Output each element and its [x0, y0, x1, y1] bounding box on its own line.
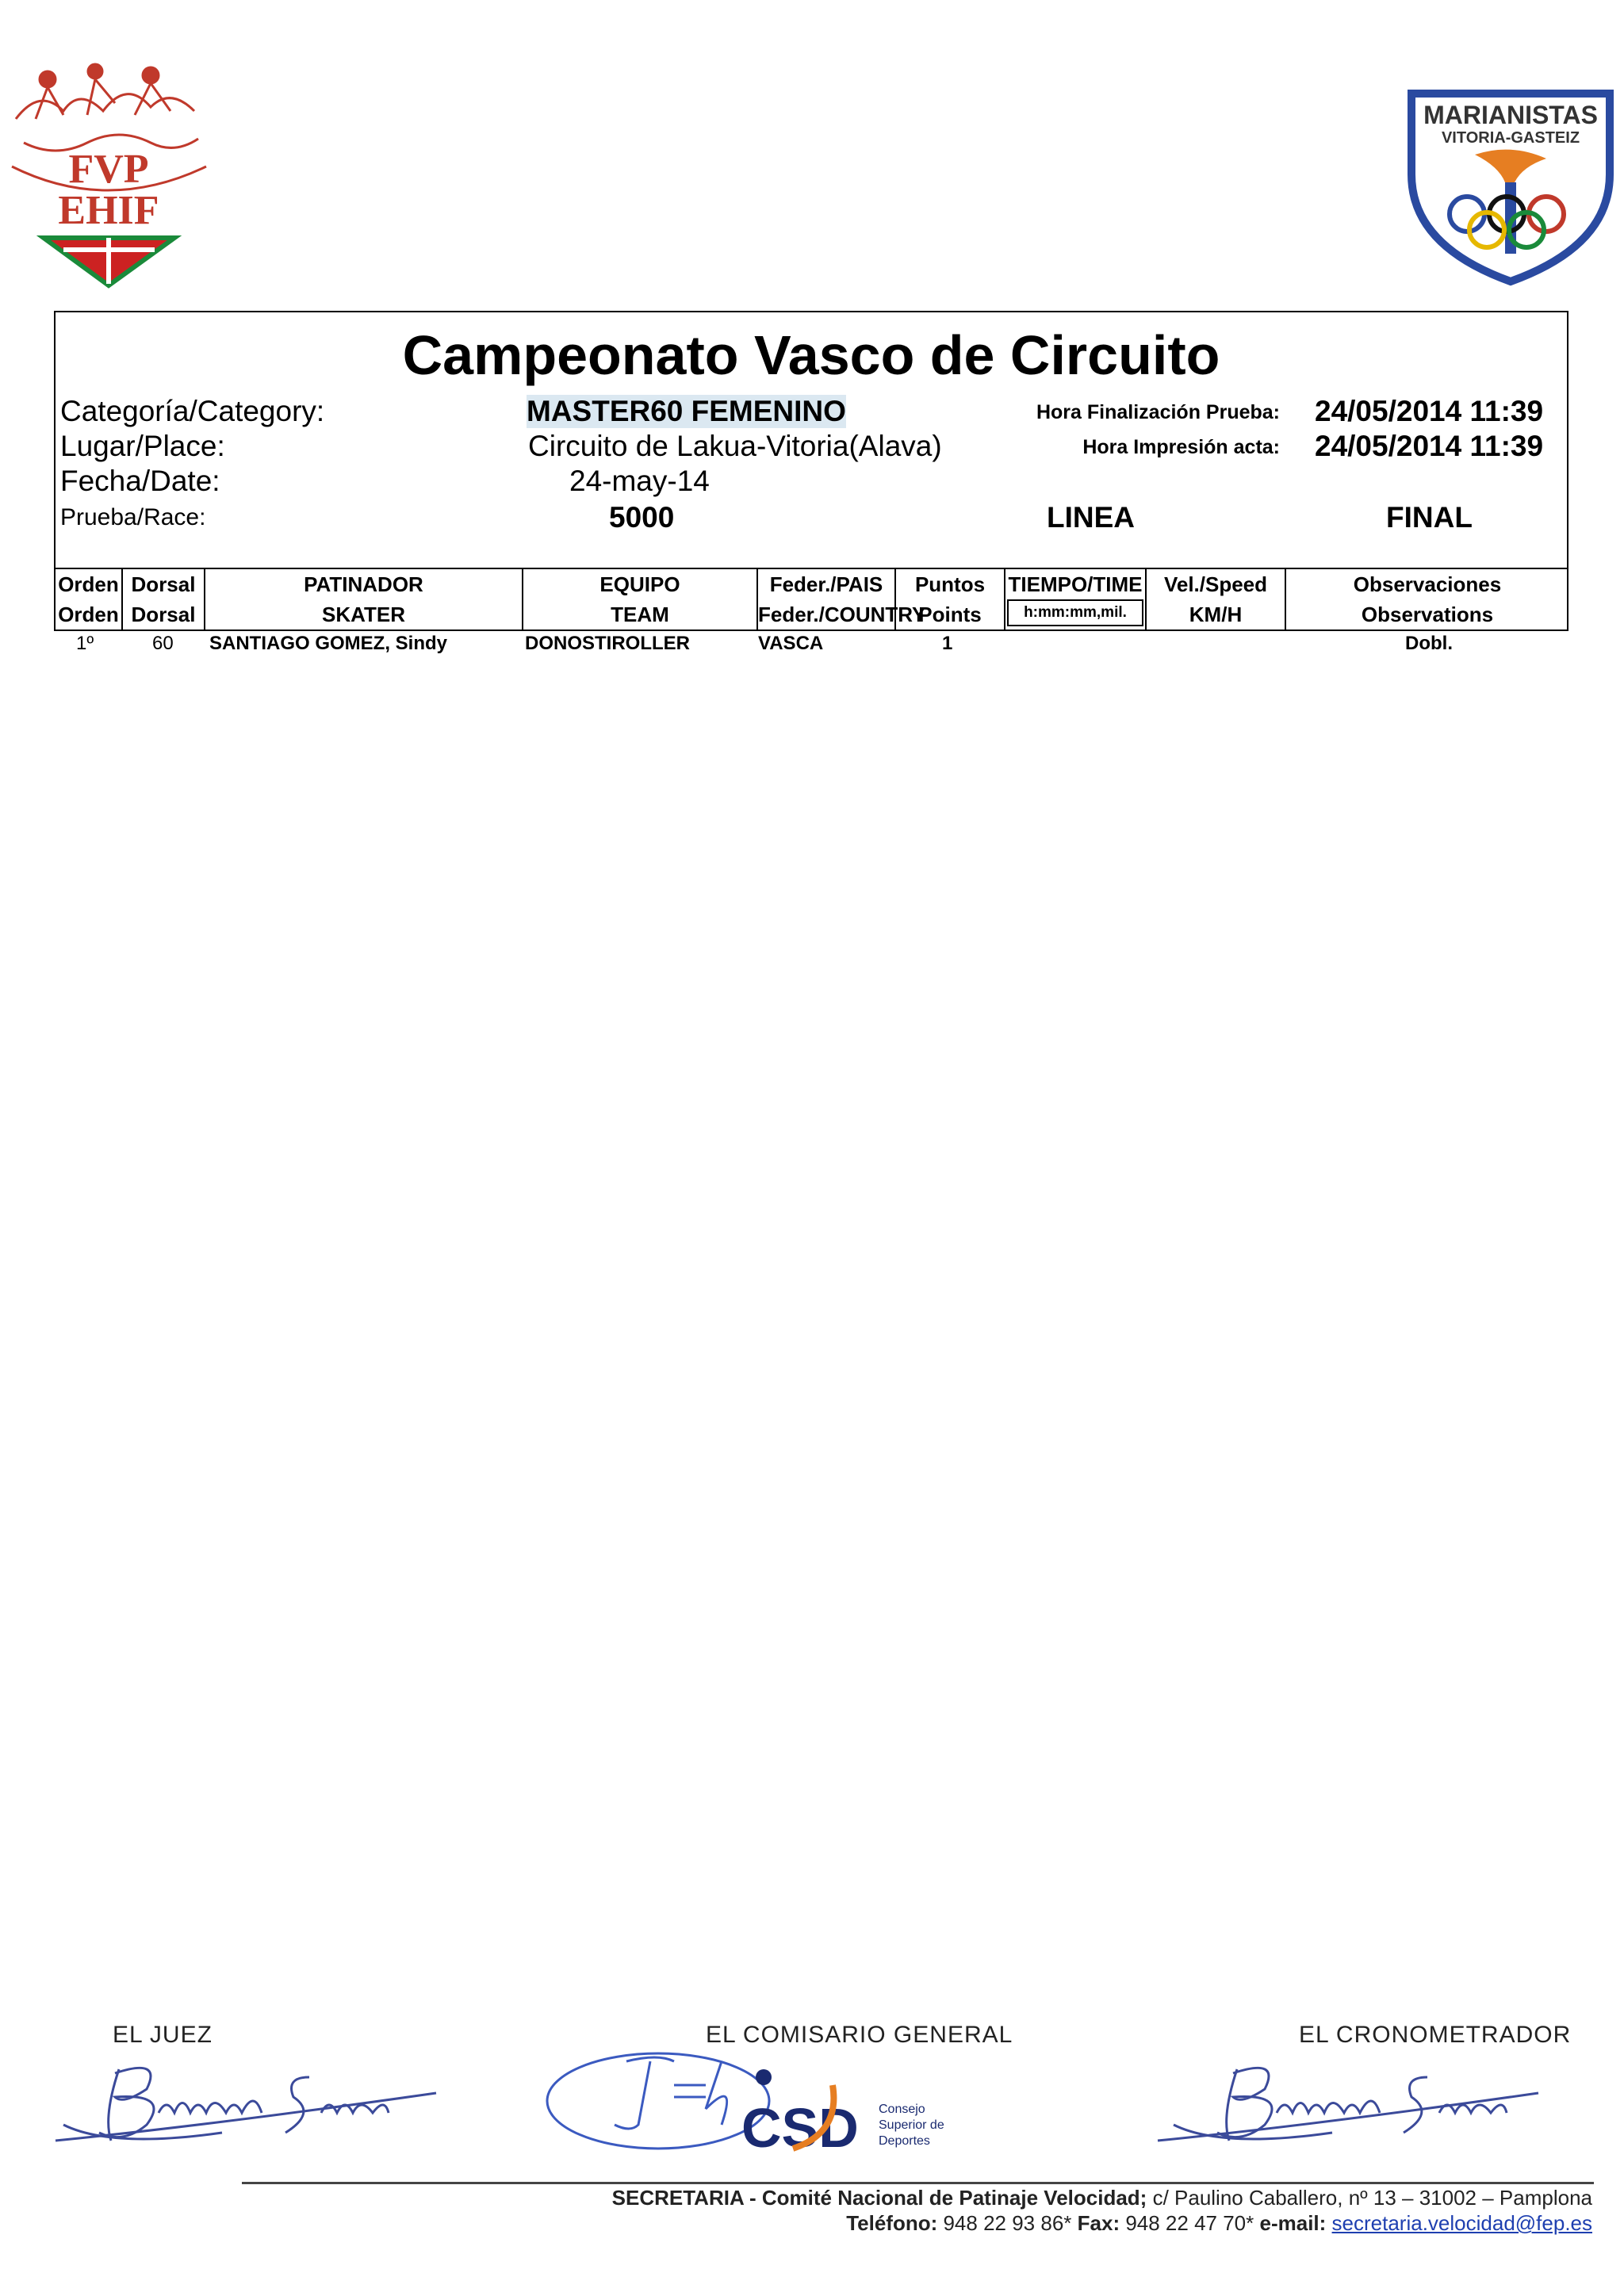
results-table-header — [54, 569, 1568, 631]
table-row — [0, 633, 1624, 656]
col-skater: PATINADOR SKATER — [205, 569, 523, 629]
print-time-label: Hora Impresión acta: — [1082, 436, 1280, 458]
svg-text:Deportes: Deportes — [879, 2134, 930, 2148]
svg-text:MARIANISTAS: MARIANISTAS — [1423, 101, 1598, 129]
col-speed: Vel./Speed KM/H — [1147, 569, 1286, 629]
finish-time-label: Hora Finalización Prueba: — [1036, 401, 1280, 423]
row-skater: SANTIAGO GOMEZ, Sindy — [209, 633, 448, 654]
col-federation: Feder./PAIS Feder./COUNTRY — [758, 569, 896, 629]
row-order: 1º — [76, 633, 94, 654]
race-value: 5000 — [609, 501, 675, 534]
race-round: FINAL — [1386, 501, 1473, 534]
place-value: Circuito de Lakua-Vitoria(Alava) — [528, 430, 942, 462]
col-order: Orden Orden — [56, 569, 123, 629]
commissioner-label: EL COMISARIO GENERAL — [706, 2022, 1013, 2048]
header-box — [54, 311, 1568, 569]
category-value: MASTER60 FEMENINO — [527, 395, 846, 427]
row-team: DONOSTIROLLER — [525, 633, 690, 654]
svg-text:EHIF: EHIF — [58, 188, 159, 233]
row-federation: VASCA — [758, 633, 824, 654]
marianistas-logo — [1404, 87, 1618, 285]
svg-text:Superior de: Superior de — [879, 2118, 944, 2132]
race-type: LINEA — [1047, 501, 1135, 534]
svg-text:VITORIA-GASTEIZ: VITORIA-GASTEIZ — [1441, 129, 1580, 147]
footer-contact: Teléfono: 948 22 93 86* Fax: 948 22 47 70* e-mail: secretaria.velocidad@fep.es — [846, 2211, 1592, 2235]
race-label: Prueba/Race: — [60, 504, 206, 530]
footer-divider — [242, 2182, 1594, 2184]
timekeeper-signature — [1150, 2045, 1562, 2160]
print-time-value: 24/05/2014 11:39 — [1315, 430, 1544, 462]
date-label: Fecha/Date: — [60, 465, 220, 497]
place-label: Lugar/Place: — [60, 430, 225, 462]
row-observations: Dobl. — [1405, 633, 1453, 654]
col-bib: Dorsal Dorsal — [123, 569, 205, 629]
row-bib: 60 — [152, 633, 174, 654]
page-title: Campeonato Vasco de Circuito — [402, 324, 1220, 386]
col-observations: Observaciones Observations — [1353, 572, 1502, 626]
commissioner-signature — [539, 2030, 983, 2176]
fvp-ehif-logo — [0, 48, 218, 289]
svg-text:CSD: CSD — [741, 2097, 859, 2159]
timekeeper-label: EL CRONOMETRADOR — [1299, 2022, 1572, 2048]
judge-signature — [48, 2045, 460, 2160]
category-label: Categoría/Category: — [60, 395, 325, 427]
judge-label: EL JUEZ — [113, 2022, 213, 2048]
col-time: TIEMPO/TIME h:mm:mm,mil. — [1005, 569, 1147, 629]
col-team: EQUIPO TEAM — [523, 569, 758, 629]
date-value: 24-may-14 — [569, 465, 710, 497]
svg-text:FVP: FVP — [68, 147, 149, 192]
finish-time-value: 24/05/2014 11:39 — [1315, 395, 1544, 427]
email-link[interactable]: secretaria.velocidad@fep.es — [1331, 2211, 1592, 2235]
svg-text:Consejo: Consejo — [879, 2103, 925, 2116]
row-points: 1 — [942, 633, 953, 654]
footer-address: SECRETARIA - Comité Nacional de Patinaje Velocidad; c/ Paulino Caballero, nº 13 – 31002 – Pamplona — [611, 2186, 1592, 2210]
col-points: Puntos Points — [896, 569, 1005, 629]
